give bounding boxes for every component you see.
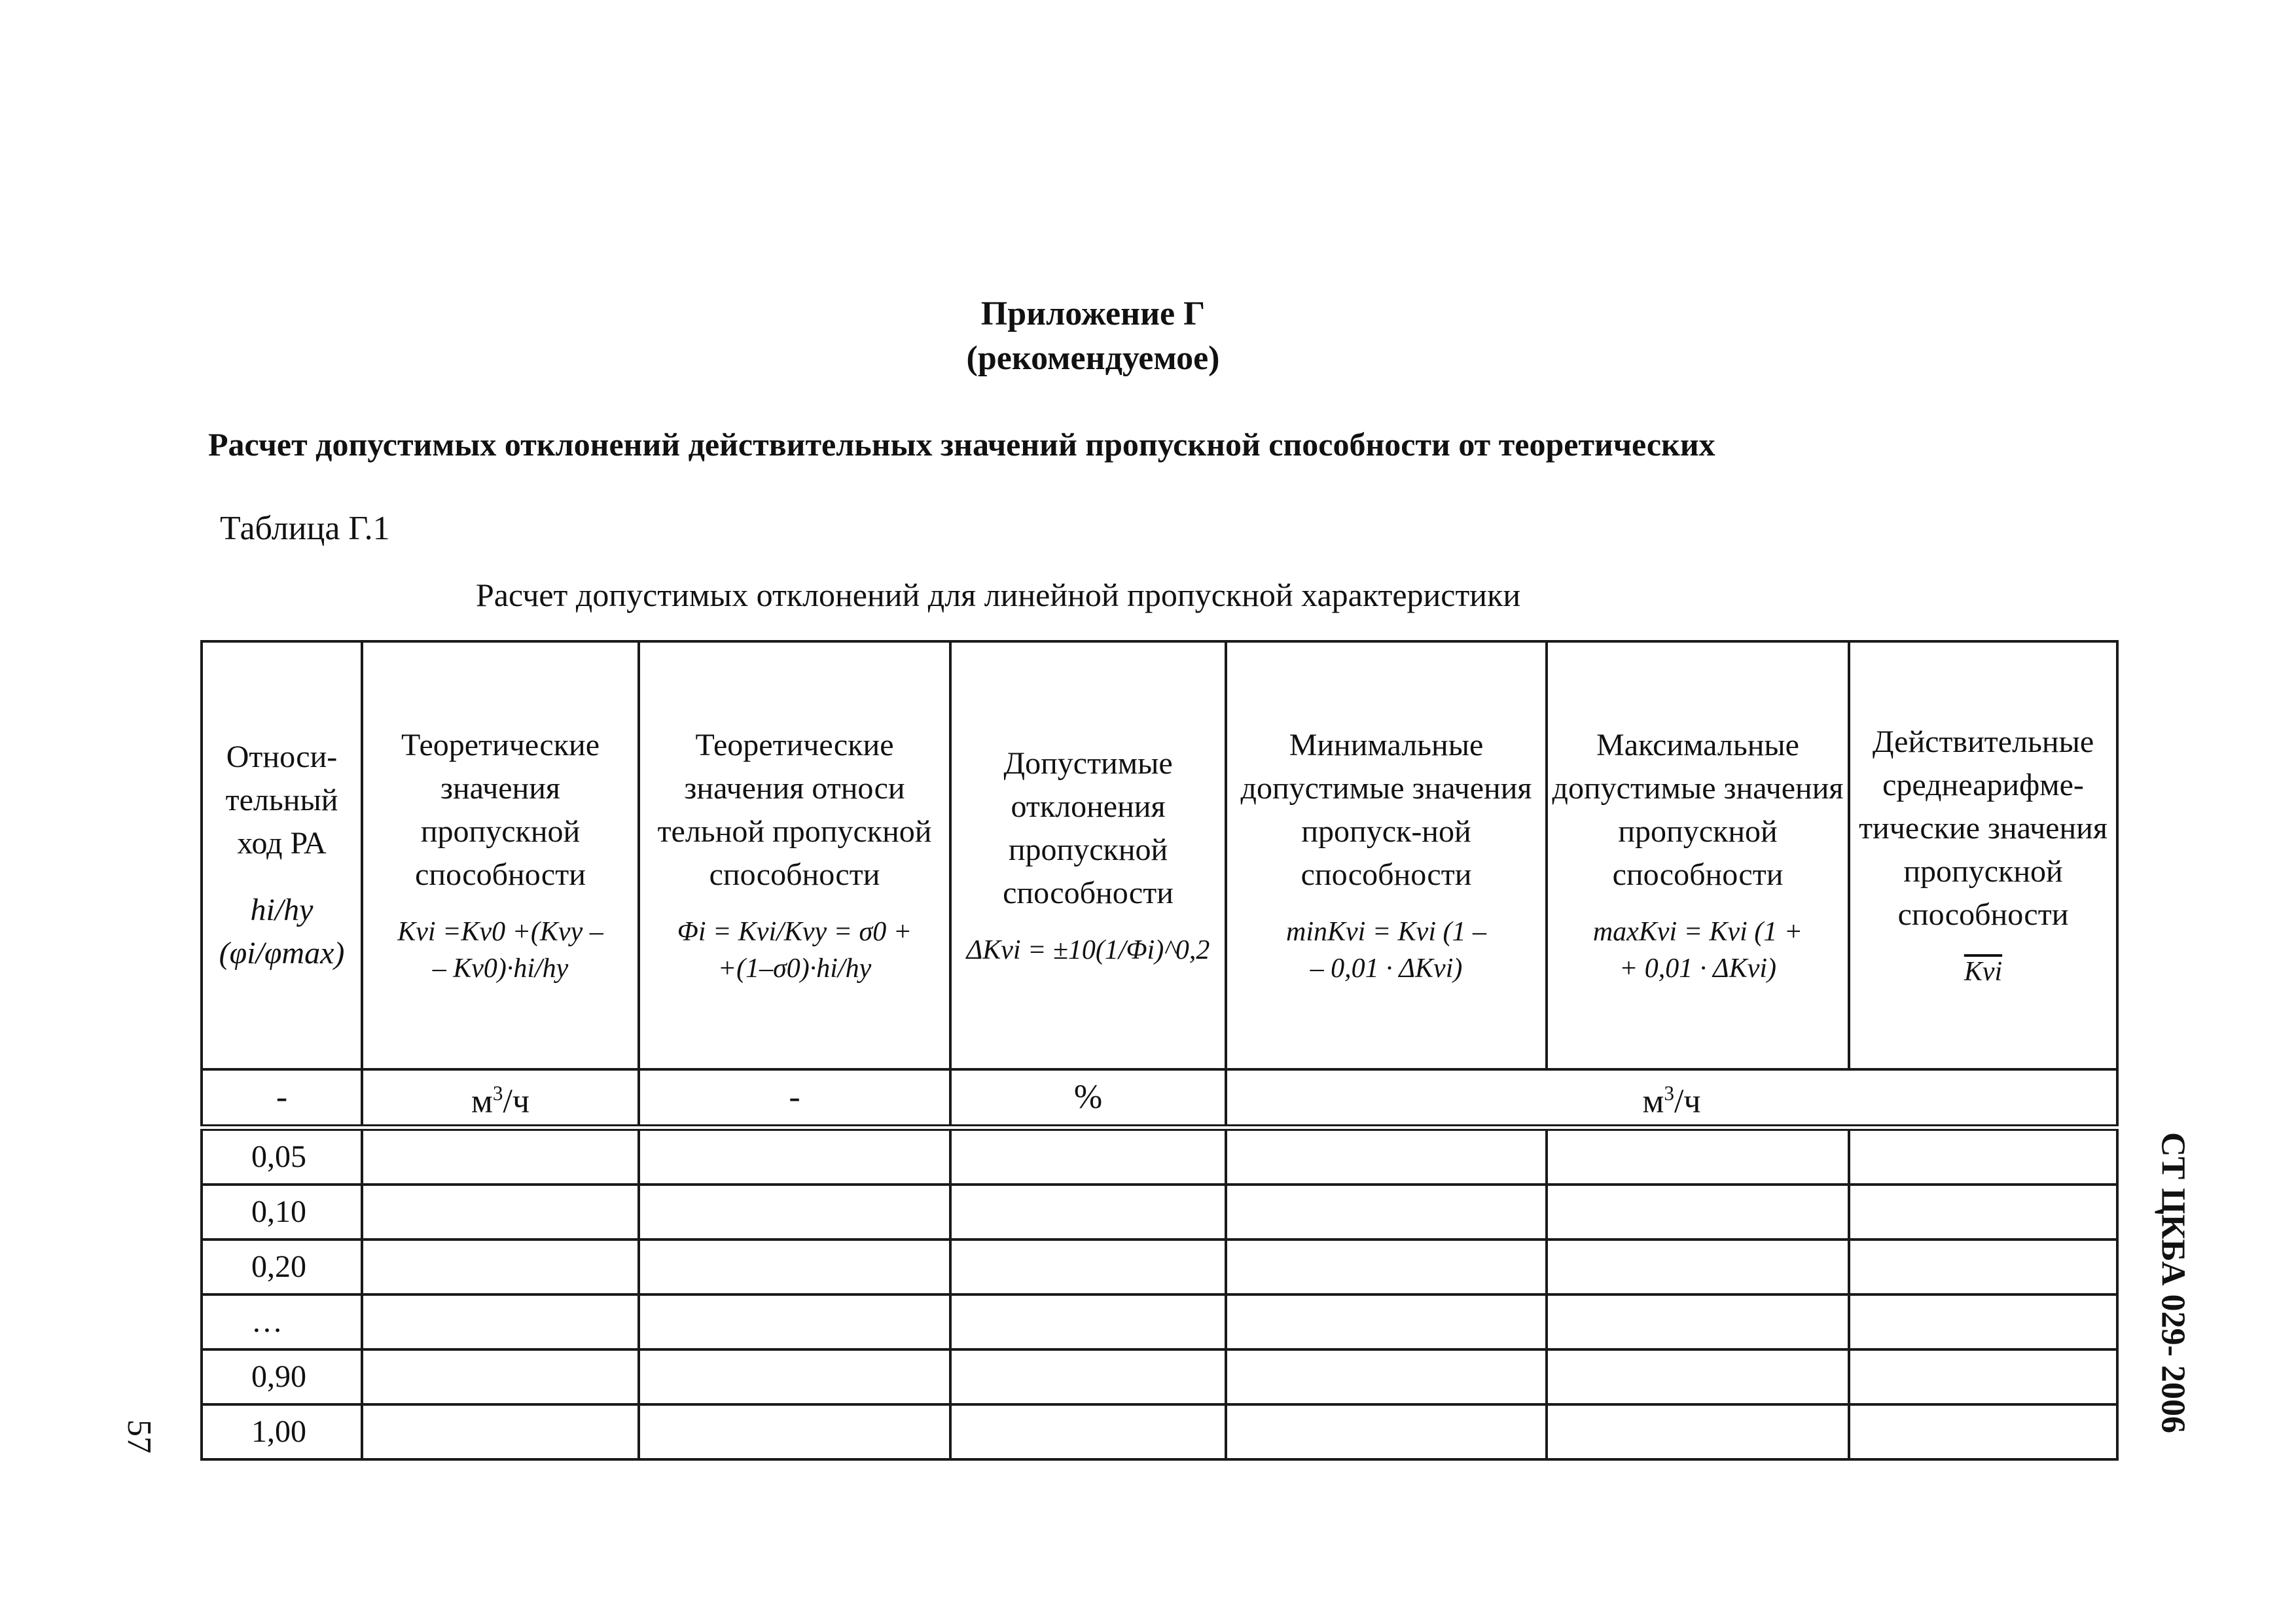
table-row xyxy=(202,1404,2117,1459)
empty-cell[interactable] xyxy=(1849,1185,2117,1240)
table-row xyxy=(202,1294,2117,1349)
formula: Kvi =Kv0 +(Kvy – xyxy=(397,917,603,947)
formula: Φi = Kvi/Kvy = σ0 + xyxy=(677,917,912,947)
table-row xyxy=(202,1128,2117,1185)
empty-cell[interactable] xyxy=(1849,1240,2117,1294)
empty-cell[interactable] xyxy=(1226,1128,1547,1185)
header-min-capacity: Минимальные допустимые значения пропуск-ной способности minKvi = Kvi (1 – – 0,01 · ΔKvi) xyxy=(1226,641,1547,1069)
empty-cell[interactable] xyxy=(639,1128,950,1185)
travel-value-cell: 0,10 xyxy=(202,1185,362,1240)
empty-cell[interactable] xyxy=(1547,1294,1849,1349)
empty-cell[interactable] xyxy=(362,1404,639,1459)
empty-cell[interactable] xyxy=(1547,1240,1849,1294)
page-number: 57 xyxy=(120,1419,158,1454)
header-theoretical-relative-capacity: Теоретические значения относи тельной пропускной способности Φi = Kvi/Kvy = σ0 + +(1–σ0)·hi/hy xyxy=(639,641,950,1069)
empty-cell[interactable] xyxy=(639,1294,950,1349)
formula: (φi/φmax) xyxy=(219,936,345,971)
empty-cell[interactable] xyxy=(362,1294,639,1349)
header-actual-mean-capacity: Действительные среднеарифме-тические значения пропускной способности $\overline{Kvi}$ xyxy=(1849,641,2117,1069)
empty-cell[interactable] xyxy=(1849,1128,2117,1185)
formula: $\overline{Kvi}$ xyxy=(1964,957,2003,987)
empty-cell[interactable] xyxy=(950,1404,1226,1459)
empty-cell[interactable] xyxy=(1849,1349,2117,1404)
header-max-capacity: Максимальные допустимые значения пропускной способности maxKvi = Kvi (1 + + 0,01 · ΔKvi) xyxy=(1547,641,1849,1069)
travel-value-cell: … xyxy=(202,1294,362,1349)
empty-cell[interactable] xyxy=(1226,1294,1547,1349)
document-code: СТ ЦКБА 029- 2006 xyxy=(2154,1132,2192,1433)
empty-cell[interactable] xyxy=(1849,1404,2117,1459)
unit-cell: % xyxy=(950,1069,1226,1128)
empty-cell[interactable] xyxy=(1547,1349,1849,1404)
table-row xyxy=(202,1185,2117,1240)
table-header-row xyxy=(202,641,2117,1069)
empty-cell[interactable] xyxy=(1547,1404,1849,1459)
main-title: Расчет допустимых отклонений действительных значений пропускной способности от теоретических xyxy=(208,426,1715,463)
empty-cell[interactable] xyxy=(1226,1404,1547,1459)
formula: – Kv0)·hi/hy xyxy=(432,954,569,984)
unit-cell: $м^3/ч$ xyxy=(1226,1069,2117,1128)
formula: ΔKvi = ±10(1/Φi)^0,2 xyxy=(966,935,1210,965)
empty-cell[interactable] xyxy=(639,1349,950,1404)
header-theoretical-capacity: Теоретические значения пропускной способности Kvi =Kv0 +(Kvy – – Kv0)·hi/hy xyxy=(362,641,639,1069)
travel-value-cell: 0,20 xyxy=(202,1240,362,1294)
formula: minKvi = Kvi (1 – xyxy=(1286,917,1486,947)
formula: hi/hy xyxy=(250,893,314,927)
annex-title: Приложение Г xyxy=(980,295,1206,332)
table-row xyxy=(202,1349,2117,1404)
empty-cell[interactable] xyxy=(1547,1185,1849,1240)
empty-cell[interactable] xyxy=(1226,1240,1547,1294)
header-allowed-deviation: Допустимые отклонения пропускной способности ΔKvi = ±10(1/Φi)^0,2 xyxy=(950,641,1226,1069)
empty-cell[interactable] xyxy=(639,1185,950,1240)
empty-cell[interactable] xyxy=(950,1240,1226,1294)
travel-value-cell: 0,05 xyxy=(202,1128,362,1185)
annex-subtitle: (рекомендуемое) xyxy=(966,340,1220,377)
unit-cell: - xyxy=(202,1069,362,1128)
header-relative-travel: Относи-тельный ход РА hi/hy (φi/φmax) xyxy=(202,641,362,1069)
empty-cell[interactable] xyxy=(1226,1349,1547,1404)
empty-cell[interactable] xyxy=(950,1294,1226,1349)
empty-cell[interactable] xyxy=(362,1128,639,1185)
empty-cell[interactable] xyxy=(362,1349,639,1404)
empty-cell[interactable] xyxy=(1226,1185,1547,1240)
empty-cell[interactable] xyxy=(950,1185,1226,1240)
formula: maxKvi = Kvi (1 + xyxy=(1592,917,1803,947)
table-units-row xyxy=(202,1069,2117,1128)
table-caption: Расчет допустимых отклонений для линейной пропускной характеристики xyxy=(476,577,1521,613)
formula: +(1–σ0)·hi/hy xyxy=(717,954,872,984)
formula: + 0,01 · ΔKvi) xyxy=(1619,954,1777,984)
annex-heading xyxy=(0,292,2186,381)
table-label: Таблица Г.1 xyxy=(220,510,390,547)
table-row xyxy=(202,1240,2117,1294)
formula: – 0,01 · ΔKvi) xyxy=(1310,954,1463,984)
empty-cell[interactable] xyxy=(950,1128,1226,1185)
empty-cell[interactable] xyxy=(950,1349,1226,1404)
empty-cell[interactable] xyxy=(639,1240,950,1294)
empty-cell[interactable] xyxy=(1547,1128,1849,1185)
unit-cell: - xyxy=(639,1069,950,1128)
unit-cell: $м^3/ч$ xyxy=(362,1069,639,1128)
empty-cell[interactable] xyxy=(362,1185,639,1240)
empty-cell[interactable] xyxy=(362,1240,639,1294)
travel-value-cell: 0,90 xyxy=(202,1349,362,1404)
travel-value-cell: 1,00 xyxy=(202,1404,362,1459)
empty-cell[interactable] xyxy=(1849,1294,2117,1349)
empty-cell[interactable] xyxy=(639,1404,950,1459)
deviation-table xyxy=(200,640,2119,1461)
